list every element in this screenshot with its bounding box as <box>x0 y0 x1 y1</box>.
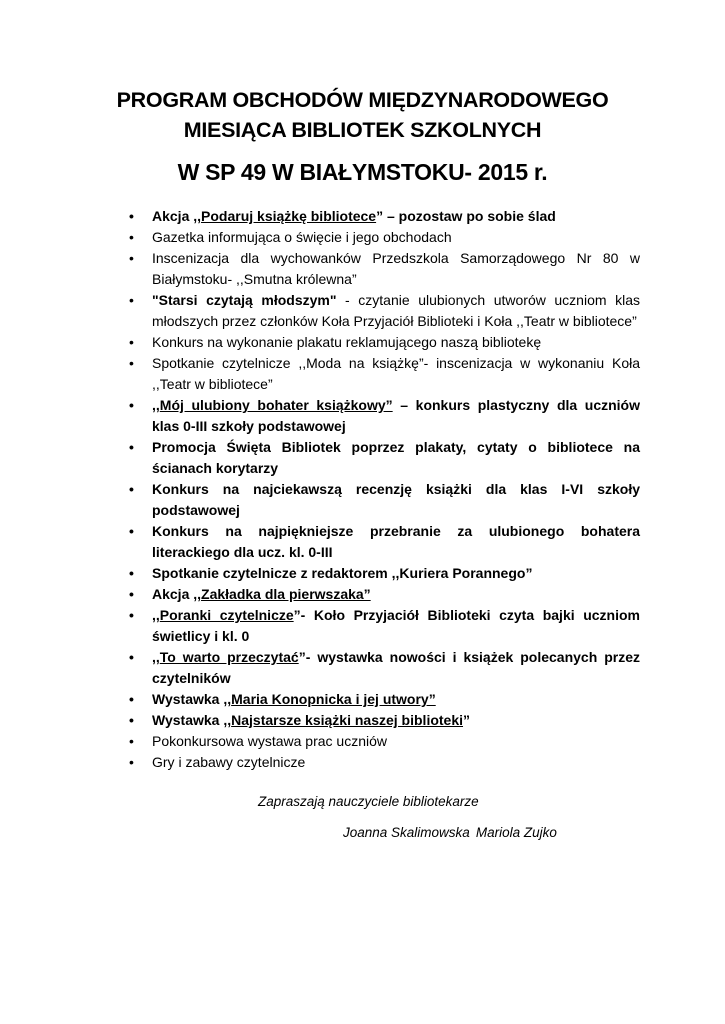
list-item-4 <box>128 290 640 332</box>
item-9-text: Konkurs na najciekawszą recenzję książki dla klas I-VI szkoły podstawowej <box>152 481 640 518</box>
title-line-2: MIESIĄCA BIBLIOTEK SZKOLNYCH <box>183 118 542 142</box>
title-line-3: W SP 49 W BIAŁYMSTOKU- 2015 r. <box>177 159 548 185</box>
item-7-underlined: Mój ulubiony bohater książkowy” <box>159 397 393 413</box>
list-item-11 <box>128 563 640 584</box>
item-12-underlined: Zakładka dla pierwszaka” <box>201 586 371 602</box>
item-5-text: Konkurs na wykonanie plakatu reklamującego naszą bibliotekę <box>152 334 542 350</box>
item-7-rest: – konkurs plastyczny dla uczniów klas 0-III szkoły podstawowej <box>152 397 640 434</box>
item-11-text: Spotkanie czytelnicze z redaktorem ,,Kuriera Porannego” <box>152 565 533 581</box>
title-line-1: PROGRAM OBCHODÓW MIĘDZYNARODOWEGO <box>116 88 609 112</box>
item-15-underlined: Maria Konopnicka i jej utwory” <box>231 691 436 707</box>
list-item-17 <box>128 731 640 752</box>
list-item-18 <box>128 752 640 773</box>
item-1-text: Akcja ,, <box>152 208 202 224</box>
list-item-15 <box>128 689 640 710</box>
list-item-5 <box>128 332 640 353</box>
item-6-text: Spotkanie czytelnicze ,,Moda na książkę”- inscenizacja w wykonaniu Koła ,,Teatr w bibliotece” <box>152 355 640 392</box>
item-8-text: Promocja Święta Bibliotek poprzez plakaty, cytaty o bibliotece na ścianach korytarzy <box>152 439 640 476</box>
invitation-line: Zapraszają nauczyciele bibliotekarze <box>258 794 479 809</box>
list-item-8 <box>128 437 640 479</box>
list-item-2 <box>128 227 640 248</box>
list-item-14 <box>128 647 640 689</box>
signature-name-1: Joanna Skalimowska <box>343 825 470 840</box>
item-13-rest: ”- Koło Przyjaciół Biblioteki czyta bajki uczniom świetlicy i kl. 0 <box>152 607 640 644</box>
item-4-bold: "Starsi czytają młodszym" <box>152 292 337 308</box>
list-item-3 <box>128 248 640 290</box>
item-12-text: Akcja ,, <box>152 586 202 602</box>
list-item-16 <box>128 710 640 731</box>
item-16-rest: ” <box>463 712 471 728</box>
item-4-text: - czytanie ulubionych utworów uczniom klas młodszych przez członków Koła Przyjaciół Biblioteki i Koła ,,Teatr w bibliotece” <box>152 292 640 329</box>
list-item-12 <box>128 584 640 605</box>
list-item-13 <box>128 605 640 647</box>
item-16-underlined: Najstarsze książki naszej biblioteki <box>231 712 464 728</box>
signatures <box>343 823 557 843</box>
item-17-text: Pokonkursowa wystawa prac uczniów <box>152 733 387 749</box>
item-18-text: Gry i zabawy czytelnicze <box>152 754 306 770</box>
item-13-underlined: Poranki czytelnicze <box>159 607 294 623</box>
item-14-rest: ”- wystawka nowości i książek polecanych przez czytelników <box>152 649 641 686</box>
item-10-text: Konkurs na najpiękniejsze przebranie za ulubionego bohatera literackiego dla ucz. kl. 0-III <box>152 523 640 560</box>
title-lines <box>40 85 685 145</box>
list-item-10 <box>128 521 640 563</box>
list-item-9 <box>128 479 640 521</box>
item-13-quote: ,, <box>152 607 160 623</box>
item-2-text: Gazetka informująca o święcie i jego obchodach <box>152 229 452 245</box>
signature-name-2: Mariola Zujko <box>475 825 557 840</box>
item-15-text: Wystawka ,, <box>152 691 232 707</box>
list-item-1 <box>128 206 640 227</box>
item-1-underlined: Podaruj książkę bibliotece <box>201 208 377 224</box>
item-16-text: Wystawka ,, <box>152 712 232 728</box>
item-14-underlined: To warto przeczytać <box>159 649 299 665</box>
item-1-rest: ” – pozostaw po sobie ślad <box>376 208 556 224</box>
item-3-text: Inscenizacja dla wychowanków Przedszkola Samorządowego Nr 80 w Białymstoku- ,,Smutna królewna” <box>152 250 640 287</box>
list-item-7 <box>128 395 640 437</box>
program-list <box>128 206 640 773</box>
list-item-6 <box>128 353 640 395</box>
item-14-quote: ,, <box>152 649 160 665</box>
item-7-quote: ,, <box>152 397 160 413</box>
